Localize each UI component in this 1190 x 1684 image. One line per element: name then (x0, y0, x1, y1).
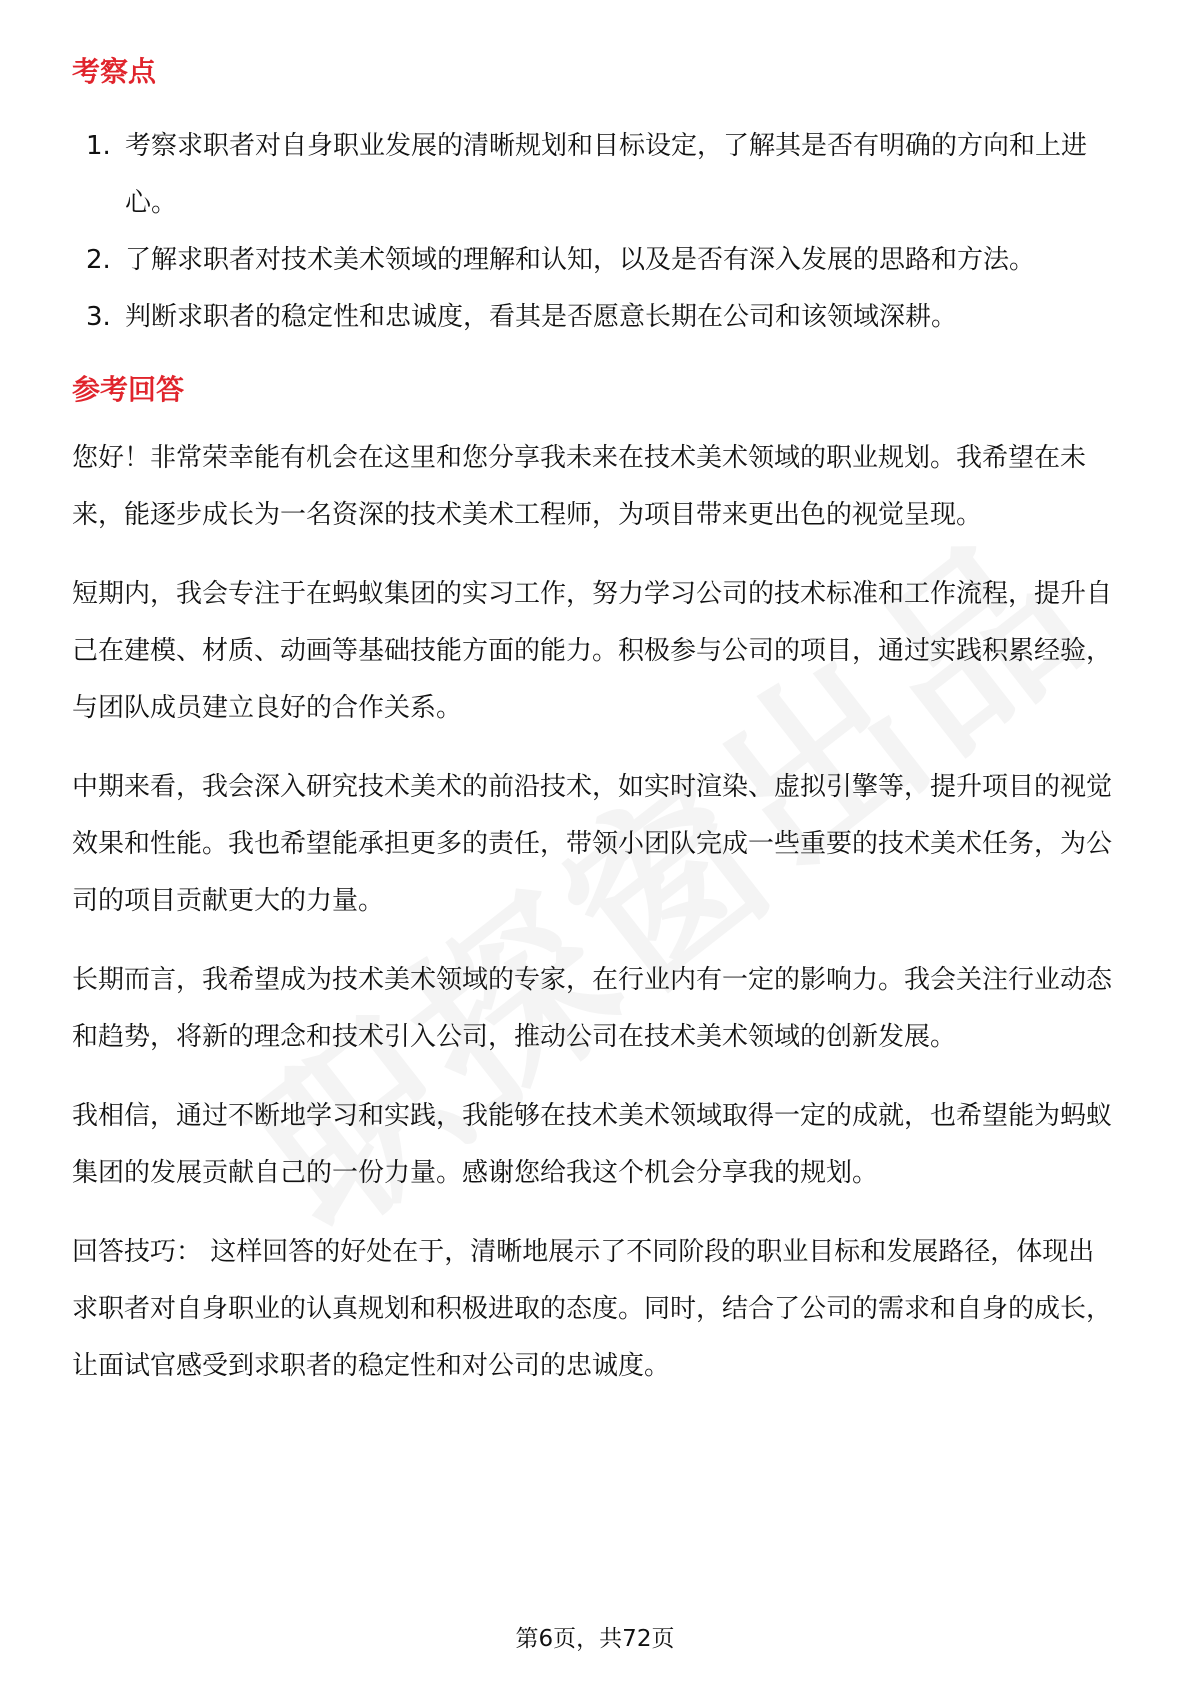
list-item-number: 2. (86, 245, 111, 275)
answer-paragraph: 我相信，通过不断地学习和实践，我能够在技术美术领域取得一定的成就，也希望能为蚂蚁集团的发展贡献自己的一份力量。感谢您给我这个机会分享我的规划。 (72, 1101, 1113, 1188)
list-item (72, 289, 1118, 346)
list-item (72, 118, 1118, 232)
page-number: 第6页，共72页 (515, 1626, 675, 1652)
answer-paragraph: 短期内，我会专注于在蚂蚁集团的实习工作，努力学习公司的技术标准和工作流程，提升自己在建模、材质、动画等基础技能方面的能力。积极参与公司的项目，通过实践积累经验，与团队成员建立良好的合作关系。 (72, 579, 1113, 723)
answer-paragraph: 长期而言，我希望成为技术美术领域的专家，在行业内有一定的影响力。我会关注行业动态和趋势，将新的理念和技术引入公司，推动公司在技术美术领域的创新发展。 (72, 965, 1113, 1052)
section-heading-assessment-points: 考察点 (72, 55, 157, 88)
list-item-text: 判断求职者的稳定性和忠诚度，看其是否愿意长期在公司和该领域深耕。 (125, 302, 958, 332)
list-item-number: 1. (86, 131, 111, 161)
list-item-text: 了解求职者对技术美术领域的理解和认知，以及是否有深入发展的思路和方法。 (125, 245, 1036, 275)
page-content (72, 40, 1118, 1395)
answer-paragraph: 您好！非常荣幸能有机会在这里和您分享我未来在技术美术领域的职业规划。我希望在未来，能逐步成长为一名资深的技术美术工程师，为项目带来更出色的视觉呈现。 (72, 443, 1087, 530)
assessment-points-list (72, 118, 1118, 346)
list-item (72, 232, 1118, 289)
answer-paragraph: 中期来看，我会深入研究技术美术的前沿技术，如实时渲染、虚拟引擎等，提升项目的视觉效果和性能。我也希望能承担更多的责任，带领小团队完成一些重要的技术美术任务，为公司的项目贡献更大的力量。 (72, 772, 1113, 916)
section-heading-reference-answer: 参考回答 (72, 373, 185, 406)
list-item-number: 3. (86, 302, 111, 332)
answer-tips-paragraph: 回答技巧： 这样回答的好处在于，清晰地展示了不同阶段的职业目标和发展路径，体现出求职者对自身职业的认真规划和积极进取的态度。同时，结合了公司的需求和自身的成长，让面试官感受到求职者的稳定性和对公司的忠诚度。 (72, 1237, 1113, 1381)
list-item-text: 考察求职者对自身职业发展的清晰规划和目标设定，了解其是否有明确的方向和上进心。 (125, 131, 1088, 218)
